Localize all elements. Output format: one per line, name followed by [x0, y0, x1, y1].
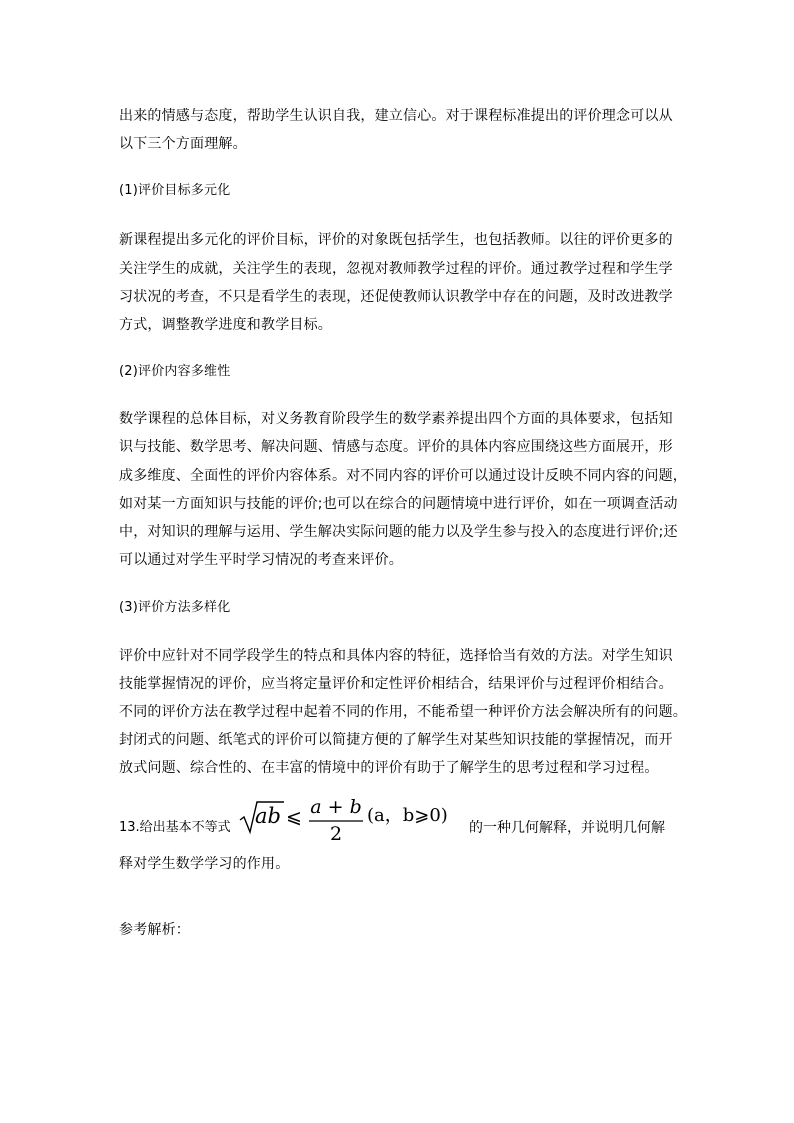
paragraph-line: 技能掌握情况的评价，应当将定量评价和定性评价相结合，结果评价与过程评价相结合。	[119, 676, 673, 692]
formula-radicand: ab	[255, 804, 281, 828]
paragraph-line: 成多维度、全面性的评价内容体系。对不同内容的评价可以通过设计反映不同内容的问题，	[119, 468, 687, 484]
section-heading: (3)评价方法多样化	[119, 600, 231, 615]
paragraph-line: 可以通过对学生平时学习情况的考查来评价。	[119, 552, 403, 568]
formula-denominator: 2	[329, 823, 343, 845]
question-suffix: 的一种几何解释，并说明几何解	[469, 820, 665, 836]
section-heading: (2)评价内容多维性	[119, 364, 231, 379]
paragraph-line: 识与技能、数学思考、解决问题、情感与态度。评价的具体内容应围绕这些方面展开，形	[119, 439, 673, 455]
formula-numerator: a + b	[310, 796, 362, 818]
formula-condition: (a，b⩾0)	[367, 805, 448, 826]
paragraph-line: 放式问题、综合性的、在丰富的情境中的评价有助于了解学生的思考过程和学习过程。	[119, 760, 659, 776]
paragraph-line: 中，对知识的理解与运用、学生解决实际问题的能力以及学生参与投入的态度进行评价;还	[119, 524, 678, 540]
question-13	[119, 798, 699, 854]
paragraph-line: 如对某一方面知识与技能的评价;也可以在综合的问题情境中进行评价，如在一项调查活动	[119, 496, 678, 512]
question-line-2: 释对学生数学学习的作用。	[119, 856, 290, 872]
paragraph-line: 新课程提出多元化的评价目标，评价的对象既包括学生，也包括教师。以往的评价更多的	[119, 232, 673, 248]
paragraph-line: 评价中应针对不同学段学生的特点和具体内容的特征，选择恰当有效的方法。对学生知识	[119, 648, 673, 664]
inequality-formula	[239, 798, 467, 854]
paragraph-line: 习状况的考查，不只是看学生的表现，还促使教师认识教学中存在的问题，及时改进教学	[119, 289, 673, 305]
answer-label: 参考解析：	[119, 922, 190, 938]
paragraph-line: 数学课程的总体目标，对义务教育阶段学生的数学素养提出四个方面的具体要求，包括知	[119, 411, 673, 427]
paragraph-line: 以下三个方面理解。	[119, 136, 247, 152]
paragraph-line: 出来的情感与态度，帮助学生认识自我，建立信心。对于课程标准提出的评价理念可以从	[119, 108, 673, 124]
paragraph-line: 方式，调整教学进度和教学目标。	[119, 317, 332, 333]
paragraph-line: 关注学生的成就，关注学生的表现，忽视对教师教学过程的评价。通过教学过程和学生学	[119, 261, 673, 277]
formula-relation: ⩽	[286, 806, 302, 828]
paragraph-line: 封闭式的问题、纸笔式的评价可以简捷方便的了解学生对某些知识技能的掌握情况，而开	[119, 732, 673, 748]
question-prefix: 13.给出基本不等式	[119, 820, 231, 835]
paragraph-line: 不同的评价方法在教学过程中起着不同的作用，不能希望一种评价方法会解决所有的问题。	[119, 704, 687, 720]
section-heading: (1)评价目标多元化	[119, 183, 231, 198]
